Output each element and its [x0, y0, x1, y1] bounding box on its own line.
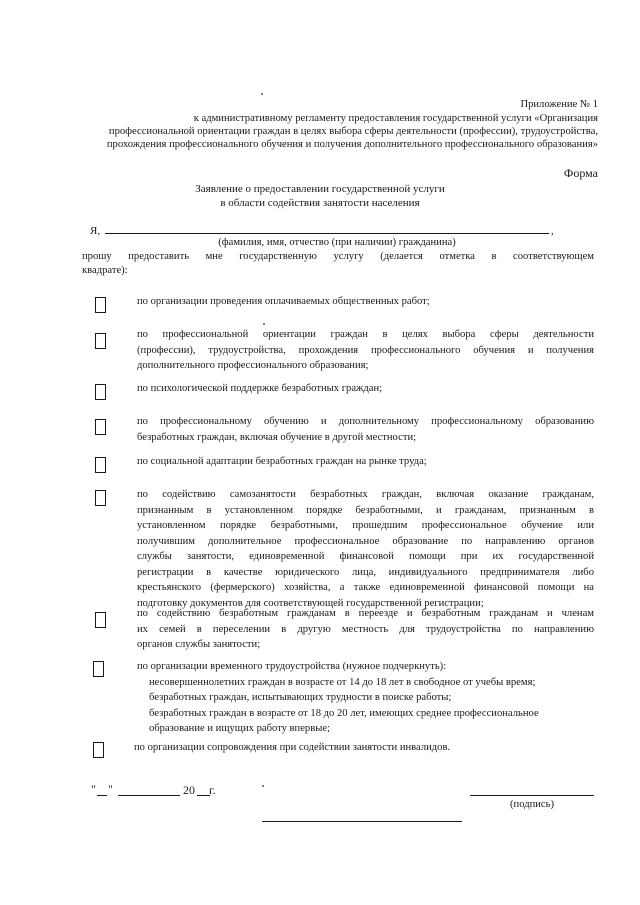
applicant-suffix: , [551, 225, 554, 237]
date-month-field[interactable] [118, 795, 180, 796]
form-title-line-1: Заявление о предоставлении государственной услуги [195, 183, 445, 195]
checkbox-self-employment[interactable] [95, 490, 106, 506]
checkbox-disability-support[interactable] [93, 742, 104, 758]
service-relocation: по содействию безработным гражданам в переезде и безработным гражданам и членам их семей в переселении в другую местность для трудоустройства по направлению органов службы занятости; [137, 608, 594, 650]
service-career-guidance: по профессиональной ориентации граждан в целях выбора сферы деятельности (профессии), трудоустройства, прохождения профессионального обучения и получения дополнительного профессионального образования; [137, 329, 594, 371]
appendix-label: Приложение № 1 [520, 99, 598, 110]
checkbox-psychological-support[interactable] [95, 384, 106, 400]
date-quote-close: " [108, 782, 113, 796]
regulation-line-3: прохождения профессионального обучения и получения дополнительного профессионального образования» [106, 139, 598, 150]
checkbox-professional-training[interactable] [95, 419, 106, 435]
checkbox-social-adaptation[interactable] [95, 457, 106, 473]
scan-mark [261, 93, 263, 95]
service-disability-support: по организации сопровождения при содействии занятости инвалидов. [134, 742, 451, 753]
regulation-line-2: профессиональной ориентации граждан в целях выбора сферы деятельности (профессии), трудоустройства, [108, 126, 598, 137]
service-professional-training: по профессиональному обучению и дополнительному профессиональному образованию безработных граждан, включая обучение в другой местности; [137, 416, 594, 443]
checkbox-temporary-employment[interactable] [93, 661, 104, 677]
service-social-adaptation: по социальной адаптации безработных граждан на рынке труда; [137, 456, 427, 467]
date-quote-open: " [91, 782, 96, 796]
applicant-name-field[interactable] [105, 233, 549, 234]
date-year-prefix: 20 [183, 783, 195, 797]
temp-option-young-graduates[interactable]: безработных граждан в возрасте от 18 до 20 лет, имеющих среднее профессиональное [149, 707, 539, 719]
service-self-employment: по содействию самозанятости безработных граждан, включая оказание гражданам, признанным в установленном порядке безработными, и гражданам, признанным в установленном порядке безработными, прошедшим профессиональное обучение или получившим дополнительное профессиональное образование по направлению органов службы занятости, единовременной финансовой помощи при их государственной регистрации в качестве юридического лица, индивидуального предпринимателя либо крестьянского (фермерского) хозяйства, а также единовременной финансовой помощи на подготовку документов для соответствующей государственной регистрации; [137, 489, 594, 609]
scan-mark [262, 785, 264, 787]
regulation-line-1: к административному регламенту предоставления государственной услуги «Организация [193, 113, 598, 124]
temp-option-job-search-difficulty[interactable]: безработных граждан, испытывающих трудности в поиске работы; [149, 692, 452, 703]
date-day-field[interactable] [97, 795, 107, 796]
applicant-name-caption: (фамилия, имя, отчество (при наличии) гражданина) [218, 237, 456, 248]
checkbox-relocation[interactable] [95, 612, 106, 628]
date-year-suffix: г. [209, 783, 216, 797]
checkbox-public-works[interactable] [95, 297, 106, 313]
signature-caption: (подпись) [510, 799, 554, 810]
scan-mark [263, 323, 265, 325]
service-temporary-employment: по организации временного трудоустройства (нужное подчеркнуть): несовершеннолетних граждан в возрасте от 14 до 18 лет в свободное от учебы время; безработных граждан, испытывающих трудности в поиске работы; безработных граждан в возрасте от 18 до 20 лет, имеющих среднее профессиональное образование и ищущих работу впервые; [137, 659, 594, 737]
request-text-line-2: квадрате): [82, 265, 128, 276]
bottom-field-line[interactable] [262, 821, 462, 822]
form-label: Форма [563, 166, 598, 180]
form-title-line-2: в области содействия занятости населения [220, 197, 420, 209]
service-psychological-support: по психологической поддержке безработных граждан; [137, 383, 383, 394]
service-public-works: по организации проведения оплачиваемых общественных работ; [137, 296, 430, 307]
checkbox-career-guidance[interactable] [95, 333, 106, 349]
applicant-prefix: Я, [90, 225, 101, 237]
signature-field[interactable] [470, 795, 594, 796]
temp-option-minors[interactable]: несовершеннолетних граждан в возрасте от 14 до 18 лет в свободное от учебы время; [149, 676, 536, 688]
request-text-line-1: прошу предоставить мне государственную услугу (делается отметка в соответствующем [82, 251, 594, 262]
